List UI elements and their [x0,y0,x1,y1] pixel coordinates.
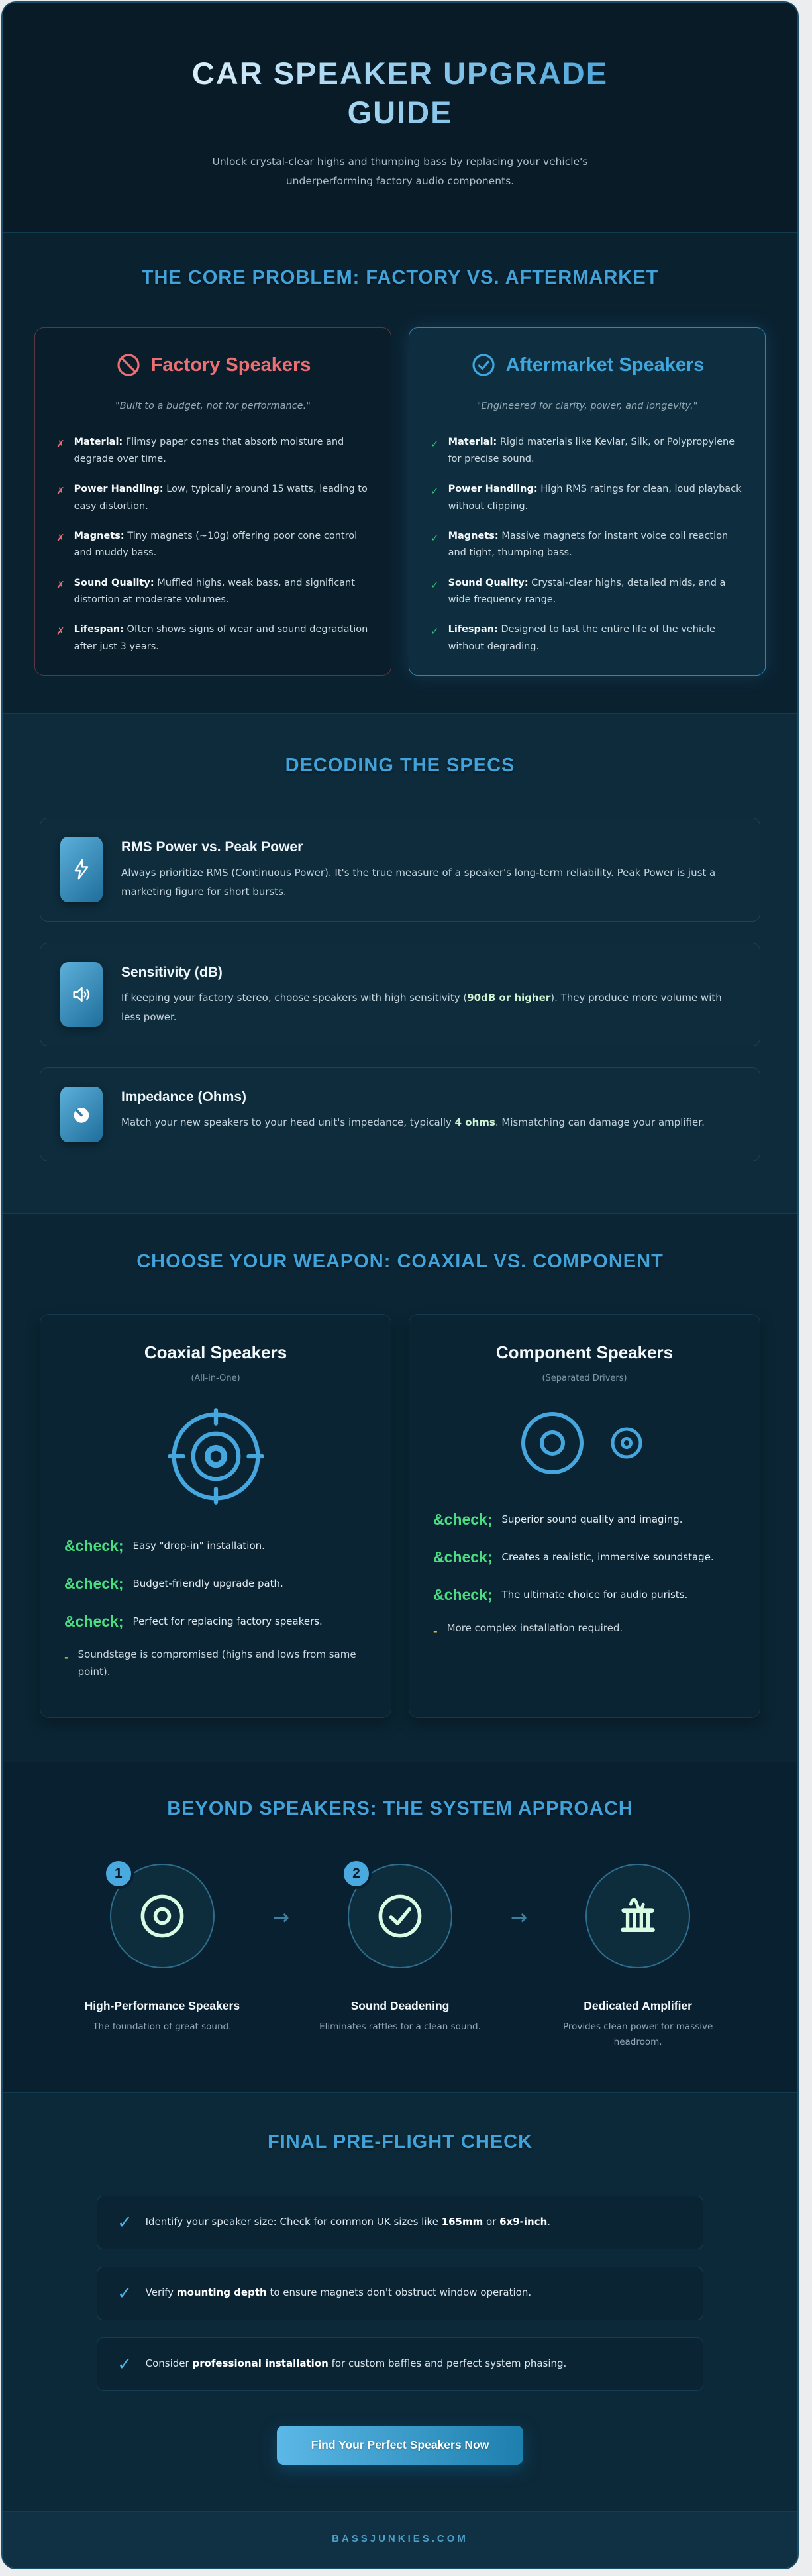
section-weapon [3,1213,797,1762]
cross-icon: ✗ [56,531,65,544]
pro-row: &check; Easy "drop-in" installation. [64,1533,367,1559]
factory-list [56,434,370,655]
arrow-right-icon: → [511,1906,528,1930]
step-number-badge: 1 [103,1858,134,1889]
step-description: Eliminates rattles for a clean sound. [319,2021,481,2032]
factory-card-heading: Factory Speakers [150,354,311,376]
page-title: CAR SPEAKER UPGRADE GUIDE [148,54,652,133]
list-item: ✗ Material: Flimsy paper cones that absorb moisture and degrade over time. [56,434,370,468]
section-system [3,1762,797,2092]
page-subtitle: Unlock crystal-clear highs and thumping bass by replacing your vehicle's underperforming factory audio components. [212,155,588,187]
step-description: The foundation of great sound. [93,2021,232,2032]
list-item: ✗ Power Handling: Low, typically around 15 watts, leading to easy distortion. [56,481,370,515]
list-item: ✗ Lifespan: Often shows signs of wear and sound degradation after just 3 years. [56,621,370,655]
aftermarket-card-heading: Aftermarket Speakers [505,354,705,376]
hero-section [3,3,797,232]
amplifier-icon [585,1864,690,1968]
check-icon: ✓ [431,625,439,638]
infographic-card [1,1,799,2569]
cross-icon: ✗ [56,485,65,498]
coaxial-heading: Coaxial Speakers [144,1342,287,1363]
checklist-item: ✓ Verify mounting depth to ensure magnets don't obstruct window operation. [97,2267,703,2320]
factory-tagline: "Built to a budget, not for performance." [115,401,311,412]
aftermarket-tagline: "Engineered for clarity, power, and longevity." [476,401,698,412]
check-icon: ✓ [431,531,439,544]
check-entity-text: &check; [64,1537,124,1555]
spec-card-rms [40,818,760,922]
coaxial-speakers-card [40,1314,391,1718]
arrow-right-icon: → [272,1906,289,1930]
factory-speakers-card [34,327,391,676]
cross-icon: ✗ [56,578,65,591]
check-icon: ✓ [431,485,439,498]
site-name: BASSJUNKIES.COM [332,2532,468,2544]
spec-description: If keeping your factory stereo, choose speakers with high sensitivity (90dB or higher). They produce more volume with less power. [121,991,722,1023]
checklist-item: ✓ Identify your speaker size: Check for common UK sizes like 165mm or 6x9-inch. [97,2196,703,2249]
find-speakers-button[interactable]: Find Your Perfect Speakers Now [277,2426,524,2465]
coaxial-subheading: (All-in-One) [191,1373,240,1384]
check-icon: ✓ [431,578,439,591]
list-item: ✓ Lifespan: Designed to last the entire life of the vehicle without degrading. [431,621,744,655]
con-row: - More complex installation required. [433,1620,736,1640]
step-title: Sound Deadening [350,1999,450,2013]
check-entity-text: &check; [433,1586,493,1604]
section-final-check [3,2092,797,2511]
site-footer [3,2511,797,2568]
component-subheading: (Separated Drivers) [542,1373,627,1384]
check-entity-text: &check; [64,1575,124,1593]
cross-icon: ✗ [56,625,65,638]
aftermarket-list [431,434,744,655]
lightning-icon [60,837,103,902]
pro-row: &check; Creates a realistic, immersive soundstage. [433,1544,736,1570]
list-item: ✓ Material: Rigid materials like Kevlar, Silk, or Polypropylene for precise sound. [431,434,744,468]
list-item: ✓ Sound Quality: Crystal-clear highs, detailed mids, and a wide frequency range. [431,575,744,609]
dash-icon: - [433,1625,438,1638]
spec-description: Match your new speakers to your head unit's impedance, typically 4 ohms. Mismatching can damage your amplifier. [121,1116,705,1129]
list-item: ✗ Sound Quality: Muffled highs, weak bass, and significant distortion at moderate volumes. [56,575,370,609]
pro-row: &check; Superior sound quality and imaging. [433,1507,736,1532]
speaker-volume-icon [60,962,103,1028]
check-icon: ✓ [117,2282,132,2304]
section-core-problem [3,232,797,713]
spec-description: Always prioritize RMS (Continuous Power). It's the true measure of a speaker's long-term reliability. Peak Power is just a marketing figure for short bursts. [121,867,716,898]
spec-card-impedance [40,1067,760,1161]
step-number-badge: 2 [341,1858,372,1889]
system-title: BEYOND SPEAKERS: THE SYSTEM APPROACH [167,1798,633,1820]
check-entity-text: &check; [433,1548,493,1566]
pro-row: &check; Budget-friendly upgrade path. [64,1571,367,1597]
component-speakers-card [409,1314,760,1718]
spec-heading: Sensitivity (dB) [121,964,223,980]
step-title: Dedicated Amplifier [584,1999,692,2013]
spec-heading: Impedance (Ohms) [121,1089,247,1105]
check-entity-text: &check; [64,1613,124,1631]
pro-row: &check; Perfect for replacing factory speakers. [64,1609,367,1635]
list-item: ✓ Power Handling: High RMS ratings for clean, loud playback without clipping. [431,481,744,515]
con-row: - Soundstage is compromised (highs and lows from same point). [64,1646,367,1680]
weapon-title: CHOOSE YOUR WEAPON: COAXIAL VS. COMPONENT [136,1251,664,1273]
component-heading: Component Speakers [495,1342,674,1363]
cross-icon: ✗ [56,438,65,451]
step-speakers [76,1864,249,2034]
step-title: High-Performance Speakers [84,1999,240,2013]
check-icon: ✓ [117,2353,132,2375]
step-amplifier [551,1864,725,2049]
checklist-item: ✓ Consider professional installation for custom baffles and perfect system phasing. [97,2337,703,2391]
aftermarket-speakers-card [409,327,766,676]
spec-card-sensitivity [40,943,760,1047]
core-problem-title: THE CORE PROBLEM: FACTORY VS. AFTERMARKET [141,267,659,289]
spec-heading: RMS Power vs. Peak Power [121,839,303,855]
component-speakers-icon [433,1406,736,1480]
coaxial-speaker-icon [64,1406,367,1507]
comparison-cards [34,327,766,676]
section-specs [3,713,797,1213]
dash-icon: - [64,1651,69,1664]
gauge-icon [60,1087,103,1142]
step-description: Provides clean power for massive headroom. [562,2021,713,2047]
list-item: ✓ Magnets: Massive magnets for instant voice coil reaction and tight, thumping bass. [431,528,744,562]
list-item: ✗ Magnets: Tiny magnets (~10g) offering poor cone control and muddy bass. [56,528,370,562]
pro-row: &check; The ultimate choice for audio purists. [433,1582,736,1608]
check-circle-icon [470,352,497,378]
specs-title: DECODING THE SPECS [285,755,515,777]
prohibition-icon [115,352,142,378]
final-title: FINAL PRE-FLIGHT CHECK [267,2131,533,2153]
check-icon: ✓ [117,2212,132,2233]
check-entity-text: &check; [433,1511,493,1529]
step-deadening [313,1864,487,2034]
check-icon: ✓ [431,438,439,451]
